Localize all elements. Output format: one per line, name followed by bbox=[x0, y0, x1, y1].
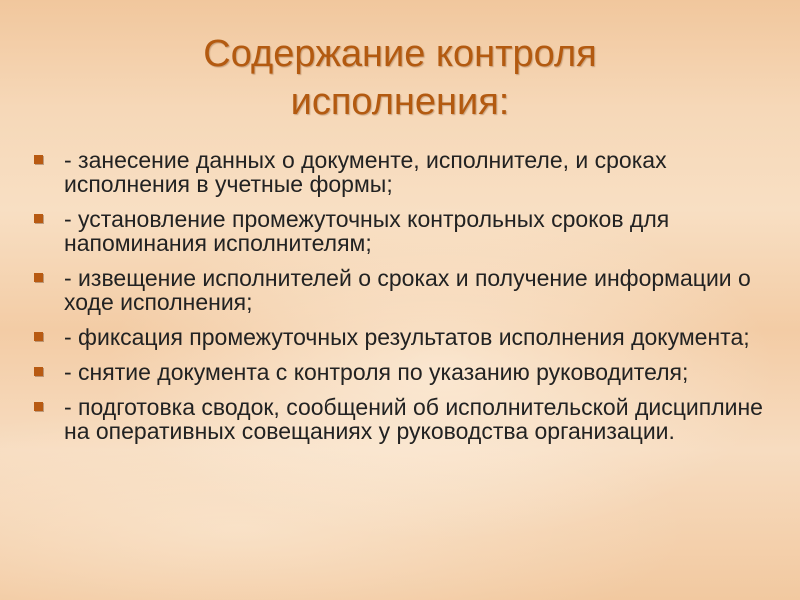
list-item bbox=[28, 325, 778, 349]
square-bullet-icon bbox=[34, 214, 43, 223]
square-bullet-icon bbox=[34, 273, 43, 282]
square-bullet-icon bbox=[34, 402, 43, 411]
square-bullet-icon bbox=[34, 155, 43, 164]
list-item-text: - занесение данных о документе, исполнителе, и сроках исполнения в учетные формы; bbox=[64, 147, 667, 197]
list-item bbox=[28, 148, 778, 196]
slide-title-line-1: Содержание контроля bbox=[203, 33, 597, 75]
list-item bbox=[28, 360, 778, 384]
square-bullet-icon bbox=[34, 332, 43, 341]
list-item bbox=[28, 266, 778, 314]
slide-title-line-2: исполнения: bbox=[290, 81, 510, 123]
list-item-text: - снятие документа с контроля по указанию руководителя; bbox=[64, 359, 689, 385]
list-item bbox=[28, 207, 778, 255]
slide-title bbox=[60, 30, 740, 126]
square-bullet-icon bbox=[34, 367, 43, 376]
list-item-text: - фиксация промежуточных результатов исполнения документа; bbox=[64, 324, 750, 350]
list-item-text: - установление промежуточных контрольных сроков для напоминания исполнителям; bbox=[64, 206, 670, 256]
list-item-text: - извещение исполнителей о сроках и получение информации о ходе исполнения; bbox=[64, 265, 751, 315]
list-item-text: - подготовка сводок, сообщений об исполнительской дисциплине на оперативных совещаниях у руководства организации. bbox=[64, 394, 763, 444]
list-item bbox=[28, 395, 778, 443]
bullet-list bbox=[28, 148, 778, 454]
